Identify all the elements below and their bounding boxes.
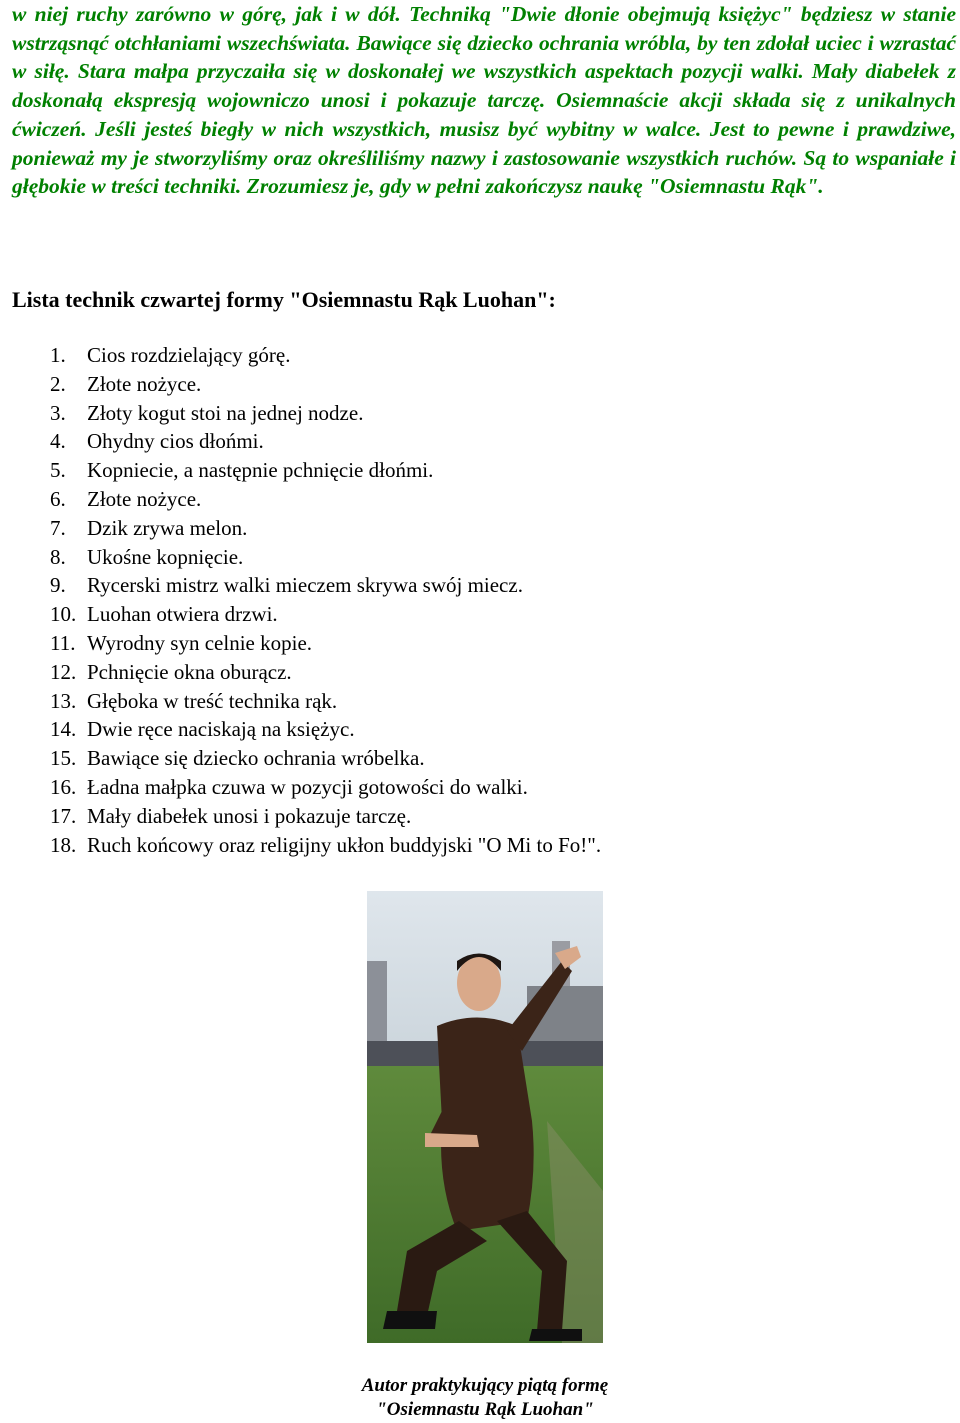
caption-line-1: Autor praktykujący piątą formę [361,1375,609,1396]
intro-paragraph: w niej ruchy zarówno w górę, jak i w dół. Techniką "Dwie dłonie obejmują księżyc" będziesz w stanie wstrząsnąć otchłaniami wszechświata. Bawiące się dziecko ochrania wróbla, by ten zdołał uciec i wzrastać w siłę. Stara małpa przyczaiła się w doskonałej we wszystkich aspektach pozycji walki. Mały diabełek z doskonałą ekspresją wojowniczo unosi i pokazuje tarczę. Osiemnaście akcji składa się z unikalnych ćwiczeń. Jeśli jesteś biegły w nich wszystkich, musisz być wybitny w walce. Jest to pewne i prawdziwe, ponieważ my je stworzyliśmy oraz określiliśmy nazwy i zastosowanie wszystkich ruchów. Są to wspaniałe i głębokie w treści techniki. Zrozumiesz je, gdy w pełni zakończysz naukę "Osiemnastu Rąk". [12,2,956,199]
technique-number: 3. [50,400,66,425]
technique-number: 16. [50,774,77,799]
technique-text: Dwie ręce naciskają na księżyc. [87,717,355,742]
technique-number: 5. [50,458,66,483]
technique-text: Rycerski mistrz walki mieczem skrywa swój miecz. [87,573,523,598]
technique-list-heading: Lista technik czwartej formy "Osiemnastu Rąk Luohan": [12,287,556,312]
author-photo [367,891,603,1343]
technique-number: 11. [50,630,76,655]
technique-text: Mały diabełek unosi i pokazuje tarczę. [87,803,412,828]
technique-item [50,744,601,773]
technique-number: 9. [50,573,66,598]
technique-item [50,514,601,543]
technique-number: 12. [50,659,77,684]
technique-list [50,341,601,859]
technique-item [50,773,601,802]
technique-text: Złoty kogut stoi na jednej nodze. [87,400,364,425]
technique-text: Kopniecie, a następnie pchnięcie dłońmi. [87,458,434,483]
technique-item [50,715,601,744]
technique-number: 1. [50,343,66,367]
caption-line-2: "Osiemnastu Rąk Luohan" [376,1399,594,1420]
technique-number: 7. [50,515,66,540]
technique-text: Wyrodny syn celnie kopie. [87,630,313,655]
technique-text: Ruch końcowy oraz religijny ukłon buddyjski "O Mi to Fo!". [87,832,602,857]
technique-item [50,370,601,399]
technique-number: 6. [50,486,66,511]
technique-item [50,543,601,572]
technique-item [50,399,601,428]
technique-text: Dzik zrywa melon. [87,515,248,540]
technique-text: Bawiące się dziecko ochrania wróbelka. [87,746,425,771]
technique-number: 4. [50,429,66,454]
technique-item [50,802,601,831]
technique-text: Cios rozdzielający górę. [87,343,291,367]
technique-text: Złote nożyce. [87,486,202,511]
technique-item [50,485,601,514]
technique-item [50,658,601,687]
technique-text: Ładna małpka czuwa w pozycji gotowości do walki. [87,774,528,799]
technique-item [50,341,601,370]
technique-text: Luohan otwiera drzwi. [87,602,278,627]
technique-number: 2. [50,371,66,396]
technique-number: 14. [50,717,77,742]
technique-text: Złote nożyce. [87,371,202,396]
technique-item [50,427,601,456]
technique-item [50,629,601,658]
technique-number: 15. [50,746,77,771]
technique-number: 10. [50,602,77,627]
technique-number: 18. [50,832,77,857]
technique-number: 8. [50,544,66,569]
technique-text: Głęboka w treść technika rąk. [87,688,338,713]
technique-item [50,571,601,600]
technique-text: Ukośne kopnięcie. [87,544,244,569]
technique-text: Ohydny cios dłońmi. [87,429,264,454]
technique-item [50,831,601,860]
technique-item [50,600,601,629]
technique-number: 17. [50,803,77,828]
technique-text: Pchnięcie okna oburącz. [87,659,292,684]
technique-item [50,456,601,485]
technique-number: 13. [50,688,77,713]
photo-caption [280,1374,690,1422]
technique-item [50,687,601,716]
